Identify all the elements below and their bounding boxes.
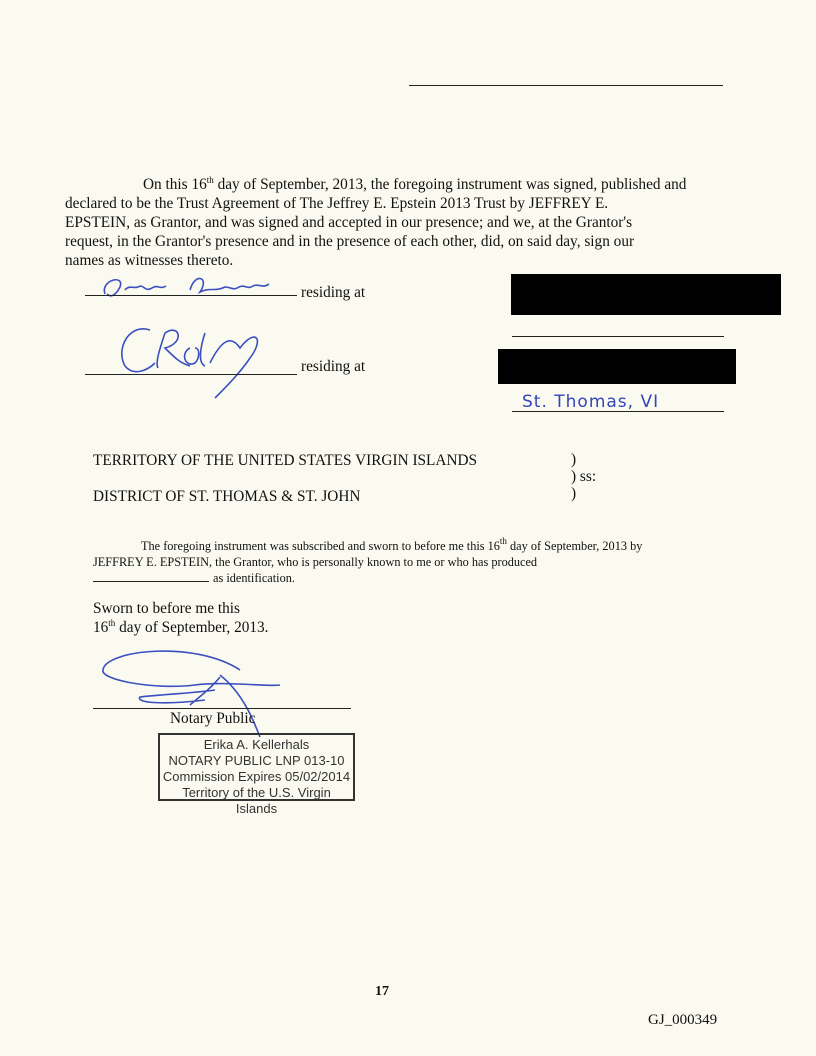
- witness-signature-2: [110, 318, 300, 403]
- witness-1-residing-label: residing at: [301, 284, 366, 301]
- page-number: 17: [375, 984, 389, 999]
- redacted-address-2: [498, 349, 736, 384]
- address-2-line: [512, 411, 724, 412]
- address-1-line: [512, 336, 724, 337]
- sworn-statement: Sworn to before me this 16th day of September, 2013.: [93, 600, 269, 636]
- handwritten-address: St. Thomas, VI: [522, 392, 660, 412]
- bates-number: GJ_000349: [648, 1012, 718, 1028]
- attestation-paragraph: On this 16th day of September, 2013, the foregoing instrument was signed, published and declared to be the Trust Agreement of The Jeffrey E. Epstein 2013 Trust by JEFFREY E. EPSTEIN, as Grantor, and was signed and accepted in our presence; and we, at the Grantor's request, in the Grantor's presence and in the presence of each other, did, on said day, sign our names as witnesses thereto.: [65, 175, 687, 269]
- identification-blank: [93, 581, 209, 582]
- witness-signature-1: [95, 272, 295, 302]
- redacted-address-1: [511, 274, 781, 315]
- witness-1-line: [85, 295, 297, 296]
- top-signature-line: [409, 85, 723, 86]
- notary-public-label: Notary Public: [170, 710, 256, 727]
- witness-2-line: [85, 374, 297, 375]
- jurat-paragraph: The foregoing instrument was subscribed and sworn to before me this 16th day of September, 2013 by JEFFREY E. EPSTEIN, the Grantor, who is personally known to me or who has produced as identification.: [93, 536, 643, 585]
- venue-territory: TERRITORY OF THE UNITED STATES VIRGIN ISLANDS: [93, 452, 478, 469]
- venue-brackets: ) ) ss: ): [571, 451, 597, 502]
- witness-2-residing-label: residing at: [301, 358, 366, 375]
- notary-stamp: Erika A. Kellerhals NOTARY PUBLIC LNP 013-10 Commission Expires 05/02/2014 Territory of the U.S. Virgin Islands: [158, 733, 355, 801]
- venue-district: DISTRICT OF ST. THOMAS & ST. JOHN: [93, 488, 361, 505]
